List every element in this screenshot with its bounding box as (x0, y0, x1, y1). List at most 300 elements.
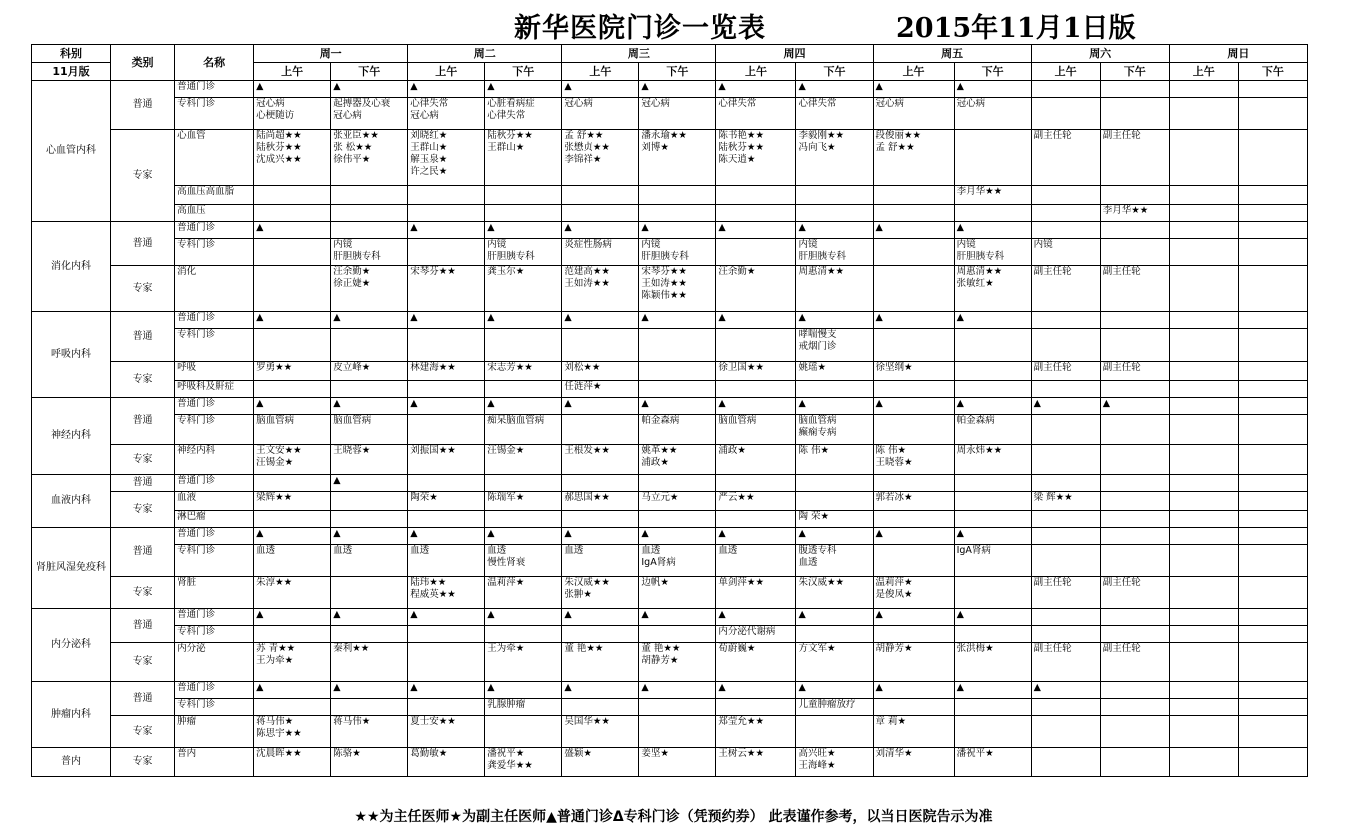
general-clinic-marker: ▲ (875, 398, 883, 409)
doctor-entry: 冠心病 (641, 98, 670, 109)
header-kind: 类别 (111, 45, 175, 81)
schedule-cell (485, 239, 562, 266)
doctor-entry: 血透 (798, 557, 818, 568)
schedule-cell (639, 699, 716, 716)
doctor-entry: 副主任轮 (1102, 643, 1141, 654)
schedule-cell (639, 528, 716, 545)
doctor-entry: 朱汉威★★ (564, 577, 610, 588)
schedule-cell (1238, 312, 1307, 329)
doctor-entry: 周永炜★★ (956, 445, 1003, 456)
clinic-name: 普通门诊 (175, 475, 254, 492)
doctor-entry: 潘永瑜★★ (641, 130, 687, 141)
doctor-entry: 苏 青★★ (256, 643, 296, 654)
general-clinic-marker: ▲ (718, 609, 726, 620)
schedule-cell (1169, 528, 1238, 545)
header-day-sat: 周六 (1031, 45, 1169, 63)
clinic-kind: 专家 (111, 577, 175, 609)
schedule-cell (716, 222, 796, 239)
schedule-cell (639, 329, 716, 362)
doctor-entry: 盛颖★ (564, 748, 592, 759)
schedule-row (32, 492, 1308, 511)
doctor-entry: 梁辉★★ (256, 492, 293, 503)
general-clinic-marker: ▲ (641, 609, 649, 620)
doctor-entry: 痴呆脑血管病 (487, 415, 545, 426)
doctor-entry: 癫痫专病 (798, 427, 837, 438)
schedule-cell (639, 682, 716, 699)
clinic-name: 消化 (175, 266, 254, 312)
schedule-cell (639, 98, 716, 130)
schedule-cell (562, 748, 639, 777)
schedule-cell (1100, 130, 1169, 186)
doctor-entry: 副主任轮 (1033, 130, 1072, 141)
clinic-name: 专科门诊 (175, 699, 254, 716)
schedule-cell (716, 626, 796, 643)
schedule-cell (796, 699, 873, 716)
schedule-cell (1238, 445, 1307, 475)
header-month: 11月版 (32, 63, 111, 81)
doctor-entry: 李锦祥★ (564, 154, 602, 165)
doctor-entry: 姚瑶★ (798, 362, 827, 373)
schedule-cell (331, 81, 408, 98)
doctor-entry: 李月华★★ (956, 186, 1003, 197)
schedule-cell (1238, 475, 1307, 492)
clinic-name: 普通门诊 (175, 398, 254, 415)
schedule-cell (485, 329, 562, 362)
schedule-cell (1169, 682, 1238, 699)
schedule-row (32, 130, 1308, 186)
schedule-cell (1031, 682, 1100, 699)
doctor-entry: 肝胆胰专科 (487, 251, 535, 262)
schedule-cell (873, 643, 954, 682)
doctor-entry: 程威英★★ (410, 589, 456, 600)
schedule-cell (1238, 130, 1307, 186)
general-clinic-marker: ▲ (875, 528, 883, 539)
doctor-entry: 姚革★★ (641, 445, 678, 456)
schedule-cell (254, 312, 331, 329)
schedule-cell (1238, 415, 1307, 445)
schedule-cell (716, 266, 796, 312)
doctor-entry: 沈晨晖★★ (256, 748, 302, 759)
schedule-cell (1238, 609, 1307, 626)
schedule-cell (716, 492, 796, 511)
schedule-cell (639, 81, 716, 98)
schedule-cell (485, 362, 562, 381)
schedule-cell (639, 130, 716, 186)
schedule-row (32, 186, 1308, 205)
schedule-cell (1031, 545, 1100, 577)
clinic-kind: 普通 (111, 475, 175, 492)
schedule-cell (1100, 511, 1169, 528)
schedule-cell (796, 511, 873, 528)
schedule-cell (1169, 716, 1238, 748)
schedule-cell (796, 205, 873, 222)
schedule-cell (485, 626, 562, 643)
doctor-entry: IgA肾病 (956, 545, 991, 556)
schedule-cell (1169, 130, 1238, 186)
schedule-cell (562, 699, 639, 716)
doctor-entry: 章 莉★ (875, 716, 907, 727)
schedule-cell (954, 643, 1031, 682)
schedule-cell (1031, 492, 1100, 511)
schedule-cell (254, 475, 331, 492)
schedule-cell (485, 643, 562, 682)
schedule-cell (408, 492, 485, 511)
schedule-cell (331, 239, 408, 266)
general-clinic-marker: ▲ (1102, 398, 1110, 409)
header-am: 上午 (1031, 63, 1100, 81)
schedule-row (32, 682, 1308, 699)
general-clinic-marker: ▲ (641, 528, 649, 539)
doctor-entry: 血透 (641, 545, 661, 556)
schedule-cell (485, 381, 562, 398)
schedule-cell (1100, 205, 1169, 222)
schedule-cell (1031, 362, 1100, 381)
schedule-cell (1031, 716, 1100, 748)
department-name: 肾脏风湿免疫科 (32, 528, 111, 609)
general-clinic-marker: ▲ (641, 682, 649, 693)
schedule-cell (1238, 98, 1307, 130)
schedule-cell (254, 266, 331, 312)
schedule-cell (1100, 716, 1169, 748)
doctor-entry: 陈瑞军★ (487, 492, 525, 503)
schedule-cell (716, 445, 796, 475)
doctor-entry: 心律失常 (798, 98, 837, 109)
doctor-entry: 内镜 (487, 239, 507, 250)
schedule-cell (254, 577, 331, 609)
general-clinic-marker: ▲ (718, 398, 726, 409)
schedule-cell (331, 511, 408, 528)
header-day-wed: 周三 (562, 45, 716, 63)
schedule-row (32, 205, 1308, 222)
schedule-cell (639, 609, 716, 626)
schedule-cell (485, 716, 562, 748)
general-clinic-marker: ▲ (798, 682, 806, 693)
schedule-cell (1100, 609, 1169, 626)
schedule-cell (331, 445, 408, 475)
schedule-cell (1031, 511, 1100, 528)
doctor-entry: 朱淳★★ (256, 577, 293, 588)
doctor-entry: 张敏红★ (956, 278, 994, 289)
schedule-cell (873, 398, 954, 415)
schedule-cell (408, 186, 485, 205)
schedule-cell (796, 362, 873, 381)
schedule-cell (716, 511, 796, 528)
schedule-cell (408, 445, 485, 475)
schedule-row (32, 699, 1308, 716)
schedule-cell (796, 98, 873, 130)
schedule-cell (254, 329, 331, 362)
legend-footer: ★★为主任医师★为副主任医师▲普通门诊Δ专科门诊（凭预约券） 此表谨作参考，以当日医院告示为准 (354, 809, 993, 825)
schedule-cell (1031, 475, 1100, 492)
clinic-kind: 专家 (111, 445, 175, 475)
schedule-cell (1238, 381, 1307, 398)
schedule-cell (562, 186, 639, 205)
schedule-cell (408, 682, 485, 699)
title-row (0, 4, 1347, 44)
schedule-cell (1238, 626, 1307, 643)
schedule-cell (796, 398, 873, 415)
general-clinic-marker: ▲ (487, 682, 495, 693)
doctor-entry: 脑血管病 (333, 415, 372, 426)
schedule-cell (485, 81, 562, 98)
doctor-entry: 宋琴芬★★ (410, 266, 456, 277)
general-clinic-marker: ▲ (256, 682, 264, 693)
schedule-cell (873, 239, 954, 266)
department-name: 血液内科 (32, 475, 111, 528)
clinic-name: 普通门诊 (175, 312, 254, 329)
schedule-cell (954, 398, 1031, 415)
general-clinic-marker: ▲ (718, 222, 726, 233)
schedule-cell (1238, 682, 1307, 699)
general-clinic-marker: ▲ (487, 398, 495, 409)
header-pm: 下午 (331, 63, 408, 81)
clinic-kind: 专家 (111, 130, 175, 222)
schedule-cell (408, 609, 485, 626)
schedule-row (32, 239, 1308, 266)
doctor-entry: 潘祝平★ (487, 748, 525, 759)
general-clinic-marker: ▲ (410, 682, 418, 693)
schedule-cell (254, 205, 331, 222)
schedule-cell (1031, 329, 1100, 362)
schedule-cell (485, 130, 562, 186)
schedule-cell (716, 329, 796, 362)
clinic-name: 普通门诊 (175, 81, 254, 98)
doctor-entry: 冠心病 (410, 110, 439, 121)
doctor-entry: 王晓蓉★ (875, 457, 913, 468)
schedule-cell (254, 511, 331, 528)
schedule-cell (1238, 205, 1307, 222)
doctor-entry: 夏士安★★ (410, 716, 456, 727)
doctor-entry: 冠心病 (333, 110, 362, 121)
doctor-entry: 汪余勤★ (718, 266, 756, 277)
schedule-cell (954, 239, 1031, 266)
doctor-entry: 血透 (564, 545, 584, 556)
schedule-cell (408, 475, 485, 492)
general-clinic-marker: ▲ (564, 682, 572, 693)
schedule-cell (1100, 222, 1169, 239)
clinic-kind: 普通 (111, 528, 175, 577)
schedule-cell (1238, 362, 1307, 381)
schedule-cell (1169, 222, 1238, 239)
schedule-cell (1100, 266, 1169, 312)
clinic-name: 高血压高血脂 (175, 186, 254, 205)
schedule-cell (716, 475, 796, 492)
general-clinic-marker: ▲ (1033, 398, 1041, 409)
schedule-cell (1031, 312, 1100, 329)
schedule-cell (1238, 266, 1307, 312)
doctor-entry: 边帆★ (641, 577, 669, 588)
general-clinic-marker: ▲ (956, 682, 964, 693)
schedule-cell (1169, 239, 1238, 266)
header-am: 上午 (716, 63, 796, 81)
schedule-cell (1100, 748, 1169, 777)
doctor-entry: 温莉萍★ (487, 577, 525, 588)
schedule-cell (254, 222, 331, 239)
doctor-entry: 戒烟门诊 (798, 341, 837, 352)
schedule-cell (796, 222, 873, 239)
doctor-entry: 王为牵★ (487, 643, 525, 654)
doctor-entry: 陈骆★ (333, 748, 361, 759)
general-clinic-marker: ▲ (798, 222, 806, 233)
schedule-cell (1169, 445, 1238, 475)
schedule-cell (254, 528, 331, 545)
doctor-entry: 陈书艳★★ (718, 130, 764, 141)
schedule-cell (1169, 492, 1238, 511)
schedule-cell (562, 381, 639, 398)
schedule-cell (1238, 81, 1307, 98)
schedule-cell (796, 415, 873, 445)
clinic-kind: 普通 (111, 312, 175, 362)
schedule-cell (1169, 545, 1238, 577)
schedule-cell (1031, 626, 1100, 643)
doctor-entry: 张亚臣★★ (333, 130, 379, 141)
schedule-cell (331, 528, 408, 545)
schedule-cell (1100, 81, 1169, 98)
doctor-entry: 秦利★★ (333, 643, 370, 654)
clinic-name: 专科门诊 (175, 98, 254, 130)
schedule-cell (954, 381, 1031, 398)
general-clinic-marker: ▲ (956, 398, 964, 409)
schedule-cell (1169, 312, 1238, 329)
clinic-name: 高血压 (175, 205, 254, 222)
doctor-entry: 王晓蓉★ (333, 445, 371, 456)
schedule-cell (873, 445, 954, 475)
doctor-entry: 徐坚纲★ (875, 362, 913, 373)
general-clinic-marker: ▲ (256, 312, 264, 323)
doctor-entry: 董 艳★★ (564, 643, 604, 654)
schedule-cell (1031, 130, 1100, 186)
doctor-entry: 肝胆胰专科 (956, 251, 1005, 262)
doctor-entry: 儿童肿瘤放疗 (798, 699, 856, 710)
schedule-cell (873, 381, 954, 398)
header-pm: 下午 (796, 63, 873, 81)
doctor-entry: 陆秋芬★★ (718, 142, 764, 153)
general-clinic-marker: ▲ (564, 609, 572, 620)
schedule-cell (1031, 699, 1100, 716)
doctor-entry: 王如涛★★ (641, 278, 687, 289)
schedule-cell (954, 475, 1031, 492)
schedule-cell (408, 329, 485, 362)
schedule-cell (639, 186, 716, 205)
schedule-cell (639, 492, 716, 511)
schedule-cell (562, 643, 639, 682)
schedule-cell (796, 81, 873, 98)
schedule-cell (254, 186, 331, 205)
doctor-entry: 慢性肾衰 (487, 557, 526, 568)
clinic-name: 专科门诊 (175, 415, 254, 445)
general-clinic-marker: ▲ (410, 222, 418, 233)
doctor-entry: 徐卫国★★ (718, 362, 764, 373)
schedule-cell (796, 130, 873, 186)
schedule-row (32, 643, 1308, 682)
schedule-cell (485, 609, 562, 626)
schedule-cell (873, 130, 954, 186)
schedule-cell (716, 682, 796, 699)
schedule-cell (796, 609, 873, 626)
doctor-entry: 心律失常 (487, 110, 526, 121)
general-clinic-marker: ▲ (641, 81, 649, 92)
schedule-cell (716, 528, 796, 545)
schedule-cell (485, 545, 562, 577)
schedule-cell (1031, 398, 1100, 415)
doctor-entry: 姜坚★ (641, 748, 669, 759)
clinic-kind: 专家 (111, 362, 175, 398)
clinic-kind: 专家 (111, 492, 175, 528)
doctor-entry: 陆秋芬★★ (487, 130, 533, 141)
schedule-cell (485, 186, 562, 205)
doctor-entry: 张洪梅★ (956, 643, 994, 654)
schedule-cell (954, 362, 1031, 381)
clinic-kind: 普通 (111, 222, 175, 266)
schedule-cell (562, 492, 639, 511)
schedule-cell (331, 266, 408, 312)
schedule-cell (331, 475, 408, 492)
schedule-cell (331, 577, 408, 609)
doctor-entry: 林建海★★ (410, 362, 456, 373)
schedule-cell (485, 748, 562, 777)
schedule-cell (873, 329, 954, 362)
doctor-entry: 蒋马伟★ (333, 716, 371, 727)
general-clinic-marker: ▲ (718, 528, 726, 539)
doctor-entry: 冯向飞★ (798, 142, 836, 153)
schedule-cell (1169, 626, 1238, 643)
schedule-cell (1238, 716, 1307, 748)
schedule-cell (716, 716, 796, 748)
schedule-cell (254, 398, 331, 415)
general-clinic-marker: ▲ (641, 398, 649, 409)
schedule-cell (485, 528, 562, 545)
doctor-entry: 脑血管病 (256, 415, 295, 426)
general-clinic-marker: ▲ (333, 682, 341, 693)
schedule-cell (485, 475, 562, 492)
schedule-cell (331, 186, 408, 205)
schedule-cell (1100, 329, 1169, 362)
schedule-cell (716, 415, 796, 445)
schedule-cell (1169, 266, 1238, 312)
schedule-cell (408, 643, 485, 682)
schedule-cell (716, 609, 796, 626)
doctor-entry: 副主任轮 (1033, 577, 1072, 588)
schedule-cell (716, 239, 796, 266)
schedule-cell (639, 222, 716, 239)
schedule-cell (1238, 545, 1307, 577)
schedule-cell (873, 609, 954, 626)
schedule-cell (1100, 398, 1169, 415)
schedule-cell (796, 492, 873, 511)
schedule-cell (254, 130, 331, 186)
schedule-cell (954, 528, 1031, 545)
doctor-entry: 内镜 (333, 239, 353, 250)
doctor-entry: 荀蔚巍★ (718, 643, 756, 654)
doctor-entry: 段俊丽★★ (875, 130, 922, 141)
schedule-cell (1238, 186, 1307, 205)
schedule-cell (639, 205, 716, 222)
doctor-entry: 宋琴芬★★ (641, 266, 687, 277)
doctor-entry: 王群山★ (410, 142, 448, 153)
schedule-cell (1238, 511, 1307, 528)
schedule-cell (562, 81, 639, 98)
schedule-cell (1031, 609, 1100, 626)
schedule-cell (639, 577, 716, 609)
schedule-cell (873, 266, 954, 312)
header-row-days (32, 45, 1308, 63)
header-pm: 下午 (485, 63, 562, 81)
doctor-entry: 汪余勤★ (333, 266, 371, 277)
clinic-name: 普内 (175, 748, 254, 777)
general-clinic-marker: ▲ (410, 609, 418, 620)
schedule-cell (954, 748, 1031, 777)
doctor-entry: 冠心病 (256, 98, 285, 109)
